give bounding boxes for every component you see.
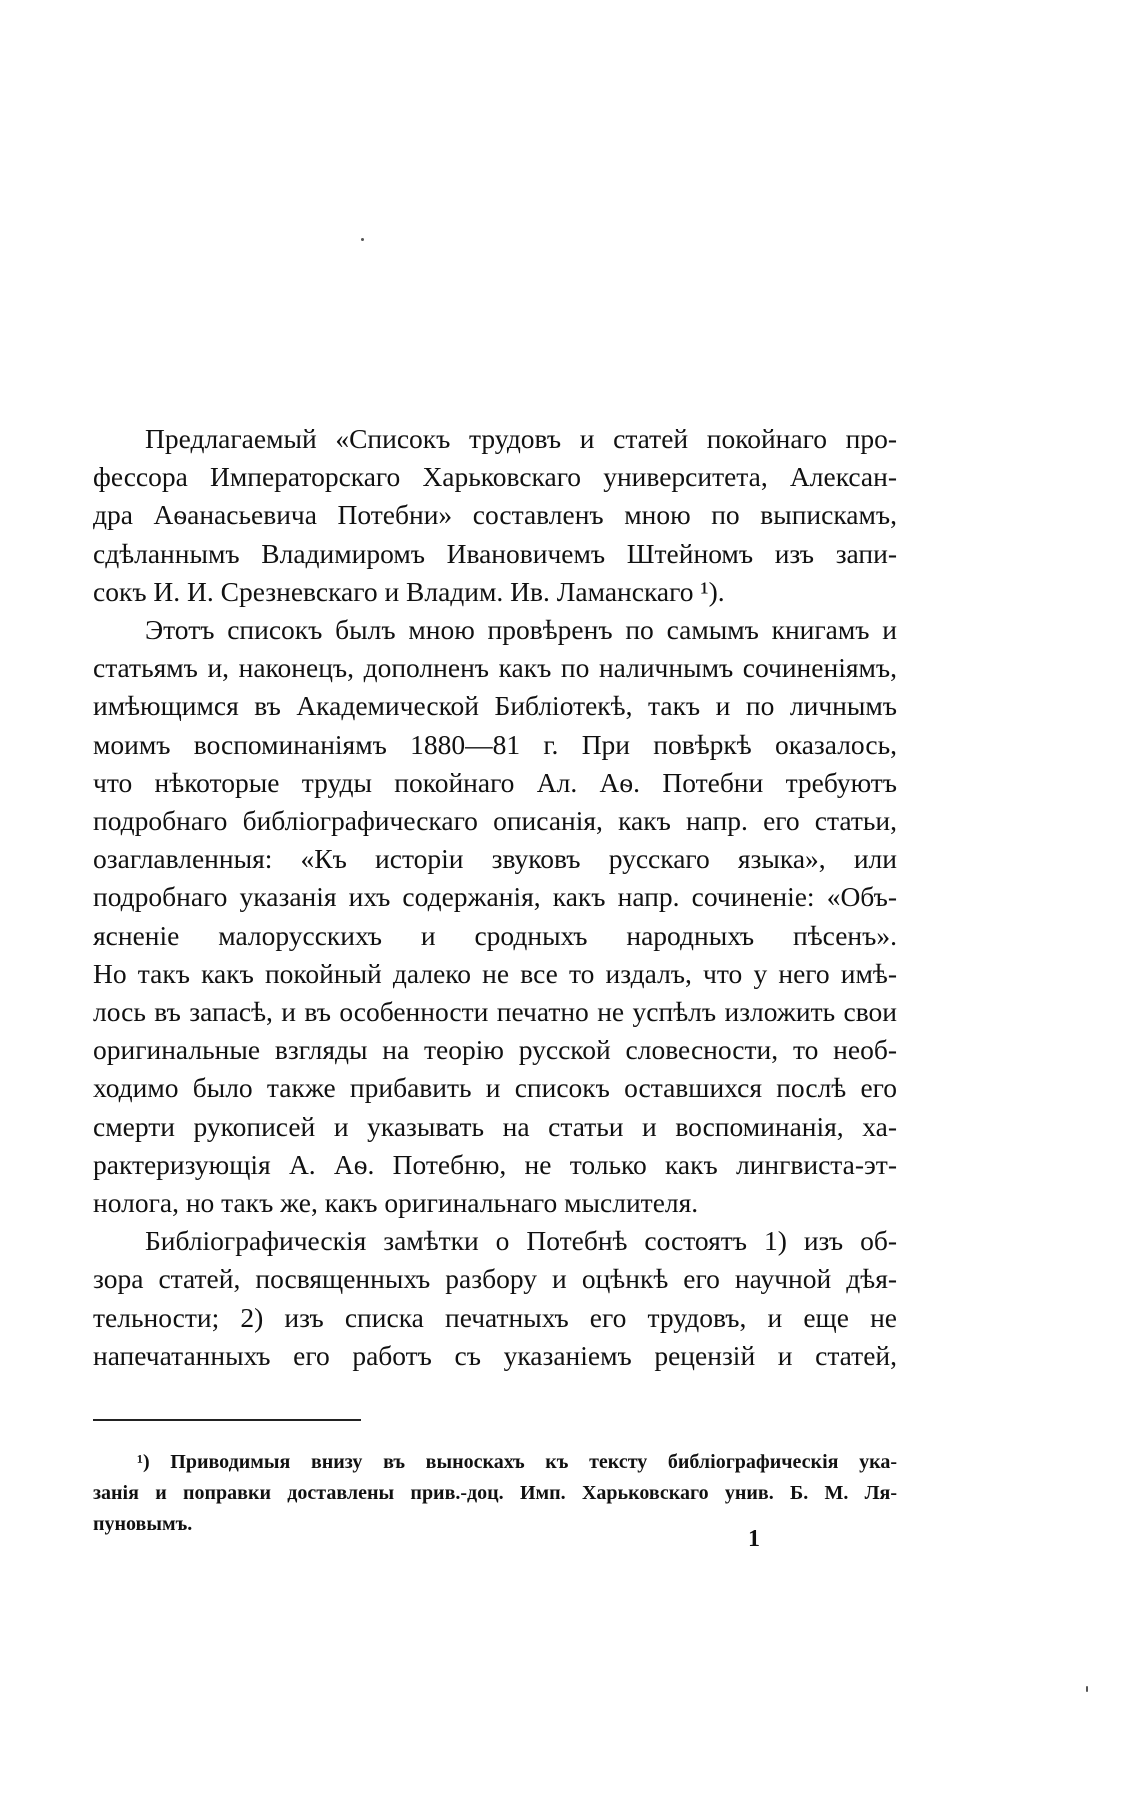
footnote-line: пуновымъ. [93, 1513, 193, 1535]
text-line: дра Аѳанасьевича Потебни» составленъ мною по выпискамъ, [93, 499, 897, 531]
ink-speck [1086, 1686, 1088, 1692]
text-line: лось въ запасѣ, и въ особенности печатно не успѣлъ изложить свои [93, 996, 897, 1028]
text-line: нолога, но такъ же, какъ оригинальнаго мыслителя. [93, 1187, 699, 1219]
text-line: статьямъ и, наконецъ, дополненъ какъ по наличнымъ сочиненіямъ, [93, 652, 897, 684]
text-line: тельности; 2) изъ списка печатныхъ его трудовъ, и еще не [93, 1301, 897, 1333]
page-number: 1 [748, 1526, 760, 1552]
footnote [93, 1447, 897, 1540]
text-line: Этотъ списокъ былъ мною провѣренъ по самымъ книгамъ и [145, 614, 897, 646]
text-line: ясненіе малорусскихъ и сродныхъ народныхъ пѣсенъ». [93, 919, 897, 951]
text-line: моимъ воспоминаніямъ 1880—81 г. При повѣркѣ оказалось, [93, 728, 897, 760]
text-line: озаглавленныя: «Къ исторіи звуковъ русскаго языка», или [93, 843, 897, 875]
text-line: Предлагаемый «Списокъ трудовъ и статей покойнаго про- [145, 423, 897, 454]
paragraph-2 [93, 611, 897, 1222]
footnote-line: ¹) Приводимыя внизу въ выноскахъ къ тексту библіографическія ука- [137, 1451, 897, 1473]
text-line: имѣющимся въ Академической Библіотекѣ, такъ и по личнымъ [93, 690, 897, 722]
footnote-line: занія и поправки доставлены прив.-доц. Имп. Харьковскаго унив. Б. М. Ля- [93, 1482, 897, 1504]
text-line: сокъ И. И. Срезневскаго и Владим. Ив. Ламанскаго ¹). [93, 575, 725, 607]
paragraph-1 [93, 420, 897, 611]
text-line: Но такъ какъ покойный далеко не все то издалъ, что у него имѣ- [93, 957, 897, 989]
text-line: смерти рукописей и указывать на статьи и воспоминанія, ха- [93, 1110, 897, 1142]
text-line: оригинальные взгляды на теорію русской словесности, то необ- [93, 1034, 897, 1066]
text-line: зора статей, посвященныхъ разбору и оцѣнкѣ его научной дѣя- [93, 1263, 897, 1295]
text-line: Библіографическія замѣтки о Потебнѣ состоятъ 1) изъ об- [145, 1225, 897, 1257]
text-line: рактеризующія А. Аѳ. Потебню, не только какъ лингвиста-эт- [93, 1148, 897, 1180]
text-line: ходимо было также прибавить и списокъ оставшихся послѣ его [93, 1072, 897, 1104]
text-line: фессора Императорскаго Харьковскаго университета, Алексан- [93, 461, 897, 493]
text-line: напечатанныхъ его работъ съ указаніемъ рецензій и статей, [93, 1339, 897, 1371]
footnote-separator [93, 1419, 361, 1421]
body-text [93, 420, 897, 1375]
text-line: подробнаго указанія ихъ содержанія, какъ напр. сочиненіе: «Объ- [93, 881, 897, 913]
text-line: сдѣланнымъ Владимиромъ Ивановичемъ Штейномъ изъ запи- [93, 537, 897, 569]
text-line: подробнаго библіографическаго описанія, какъ напр. его статьи, [93, 805, 897, 837]
paragraph-3 [93, 1222, 897, 1375]
text-line: что нѣкоторые труды покойнаго Ал. Аѳ. Потебни требуютъ [93, 766, 897, 798]
ink-speck [361, 238, 364, 241]
